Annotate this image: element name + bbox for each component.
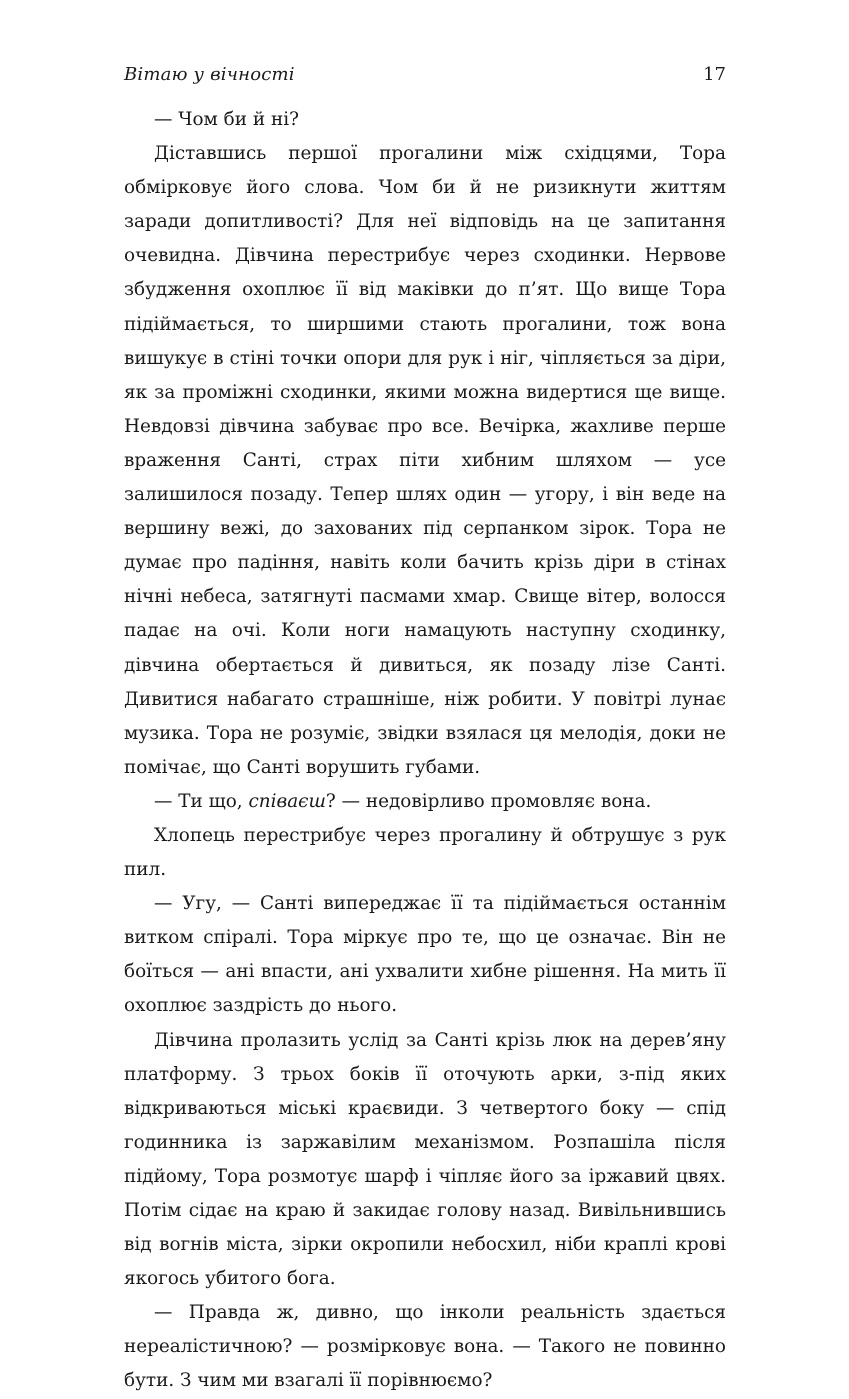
body-text <box>124 103 726 1399</box>
running-head: Вітаю у вічності <box>124 64 295 85</box>
paragraph: Хлопець перестрибує через прогалину й обтрушує з рук пил. <box>124 824 726 881</box>
paragraph: — Чом би й ні? <box>154 109 299 130</box>
paragraph: — Угу, — Санті випереджає її та підіймається останнім витком спіралі. Тора міркує про те, що це означає. Він не боїться — ані впасти, ані ухвалити хибне рішення. На мить її охоплює заздрість до нього. <box>124 893 726 1017</box>
dialogue-text: ? — недовірливо промовляє вона. <box>325 790 652 812</box>
paragraph <box>124 785 726 819</box>
page-number: 17 <box>703 64 726 85</box>
paragraph: — Правда ж, дивно, що інколи реальність здається нереалістичною? — розмірковує вона. — Такого не повинно бути. З чим ми взагалі її порівнюємо? <box>124 1302 726 1392</box>
paragraph: Дівчина пролазить услід за Санті крізь люк на дерев’яну платформу. З трьох боків її оточують арки, з-під яких відкриваються міські краєвиди. З четвертого боку — спід годинника із заржавілим механізмом. Розпашіла після підйому, Тора розмотує шарф і чіпляє його за іржавий цвях. Потім сідає на краю й закидає голову назад. Вивільнившись від вогнів міста, зірки окропили небосхил, ніби краплі крові якогось убитого бога. <box>124 1029 726 1290</box>
dialogue-text: — Ти що, <box>154 790 249 812</box>
emphasized-word: співаєш <box>248 790 326 812</box>
paragraph: Діставшись першої прогалини між східцями, Тора обмірковує його слова. Чом би й не ризикнути життям заради допитливості? Для неї відповідь на це запитання очевидна. Дівчина перестрибує через сходинки. Нервове збудження охоплює її від маківки до п’ят. Що вище Тора підіймається, то ширшими стають прогалини, тож вона вишукує в стіні точки опори для рук і ніг, чіпляється за діри, як за проміжні сходинки, якими можна видертися ще вище. Невдовзі дівчина забуває про все. Вечірка, жахливе перше враження Санті, страх піти хибним шляхом — усе залишилося позаду. Тепер шлях один — угору, і він веде на вершину вежі, до захованих під серпанком зірок. Тора не думає про падіння, навіть коли бачить крізь діри в стінах нічні небеса, затягнуті пасмами хмар. Свище вітер, волосся падає на очі. Коли ноги намацують наступну сходинку, дівчина обертається й дивиться, як позаду лізе Санті. Дивитися набагато страшніше, ніж робити. У повітрі лунає музика. Тора не розуміє, звідки взялася ця мелодія, доки не помічає, що Санті ворушить губами. <box>124 143 726 778</box>
